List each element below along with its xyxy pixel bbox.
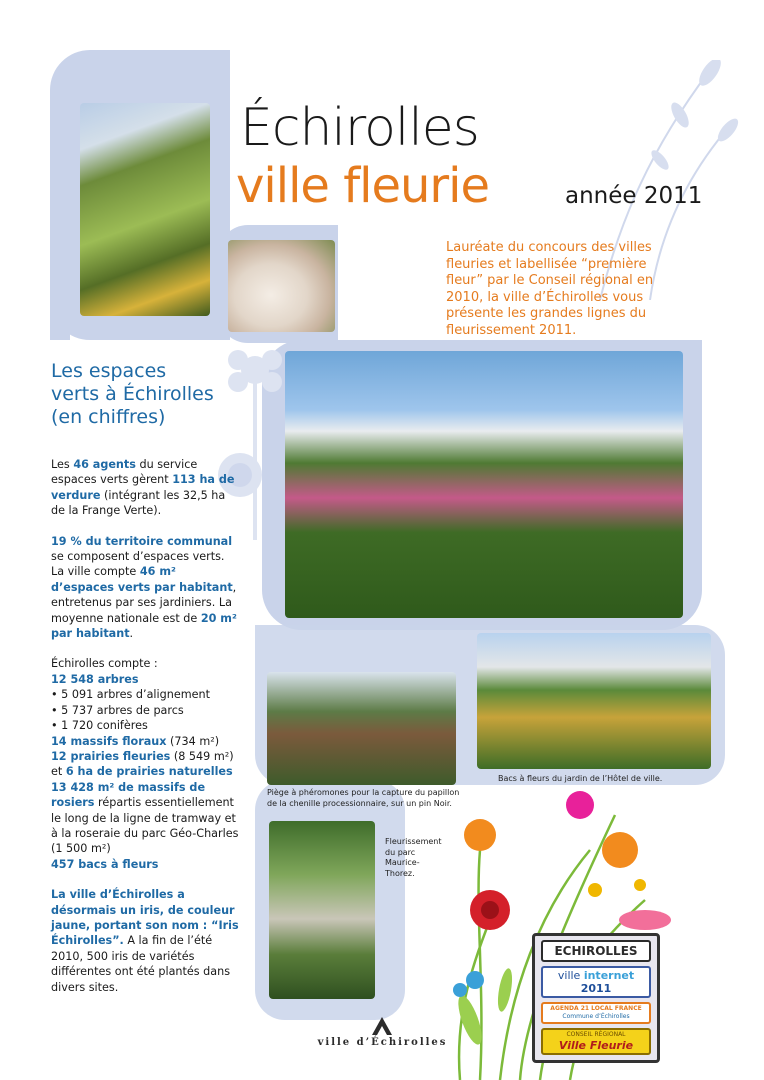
paragraph-territory: 19 % du territoire communal se composent d’espaces verts. La ville compte 46 m² d’espaces verts par habitant, entretenus par ses jardiniers. La moyenne nationale est de 20 m² par habitant. (51, 534, 237, 641)
intro-paragraph: Lauréate du concours des villes fleuries et labellisée “première fleur” par le Conseil régional en 2010, la ville d’Échirolles vous présente les grandes lignes du fleurissement 2011. (446, 240, 654, 338)
paragraph-iris: La ville d’Échirolles a désormais un iris, de couleur jaune, portant son nom : “Iris Échirolles”. A la fin de l’été 2010, 500 iris de variétés différentes ont été plantés dans divers sites. (51, 888, 239, 994)
caption-thorez: Fleurissement du parc Maurice-Thorez. (385, 837, 442, 878)
section-heading-line1: Les espaces (51, 360, 167, 382)
photo-planted-median (80, 103, 210, 316)
page-year: année 2011 (565, 183, 703, 209)
city-logo (290, 1015, 475, 1055)
section-heading-line2: verts à Échirolles (51, 383, 214, 405)
stats-body (51, 457, 241, 1010)
sign-agenda-row: AGENDA 21 LOCAL FRANCE Commune d’Échirolles (541, 1002, 651, 1024)
logo-text: ville d’Échirolles (317, 1037, 448, 1048)
page-title-line2: ville fleurie (236, 158, 489, 214)
background-panel-left (50, 280, 70, 340)
photo-town-hall-garden (477, 633, 711, 769)
caption-bacs: Bacs à fleurs du jardin de l’Hôtel de ville. (498, 774, 663, 783)
page-title-line1: Échirolles (240, 98, 479, 158)
city-label-sign (532, 933, 660, 1063)
photo-grass-closeup (228, 240, 335, 332)
section-heading (51, 360, 251, 429)
sign-city-row (541, 940, 651, 962)
sign-internet-row: ville internet 2011 (541, 966, 651, 998)
section-heading-line3: (en chiffres) (51, 406, 166, 428)
sign-fleurie-row: CONSEIL RÉGIONAL Ville Fleurie (541, 1028, 651, 1055)
paragraph-inventory: Échirolles compte : 12 548 arbres • 5 091 arbres d’alignement • 5 737 arbres de parcs • 1 720 conifères 14 massifs floraux (734 m²) 12 prairies fleuries (8 549 m²) et 6 ha de prairies naturelles 13 428 m² de massifs de rosiers répartis essentiellement le long de la ligne de tramway et à la roseraie du parc Géo-Charles (1 500 m²) 457 bacs à fleurs (51, 657, 239, 871)
photo-pine-tree (267, 672, 456, 785)
caption-pheromone: Piège à phéromones pour la capture du papillon de la chenille processionnaire, sur un pin Noir. (267, 788, 460, 808)
logo-mark-icon (368, 1015, 396, 1037)
sign-city: ECHIROLLES (554, 944, 638, 958)
paragraph-agents: Les 46 agents du service espaces verts gèrent 113 ha de verdure (intégrant les 32,5 ha de la Frange Verte). (51, 458, 235, 518)
photo-thorez-park (269, 821, 375, 999)
photo-roundabout-flowers (285, 351, 683, 618)
